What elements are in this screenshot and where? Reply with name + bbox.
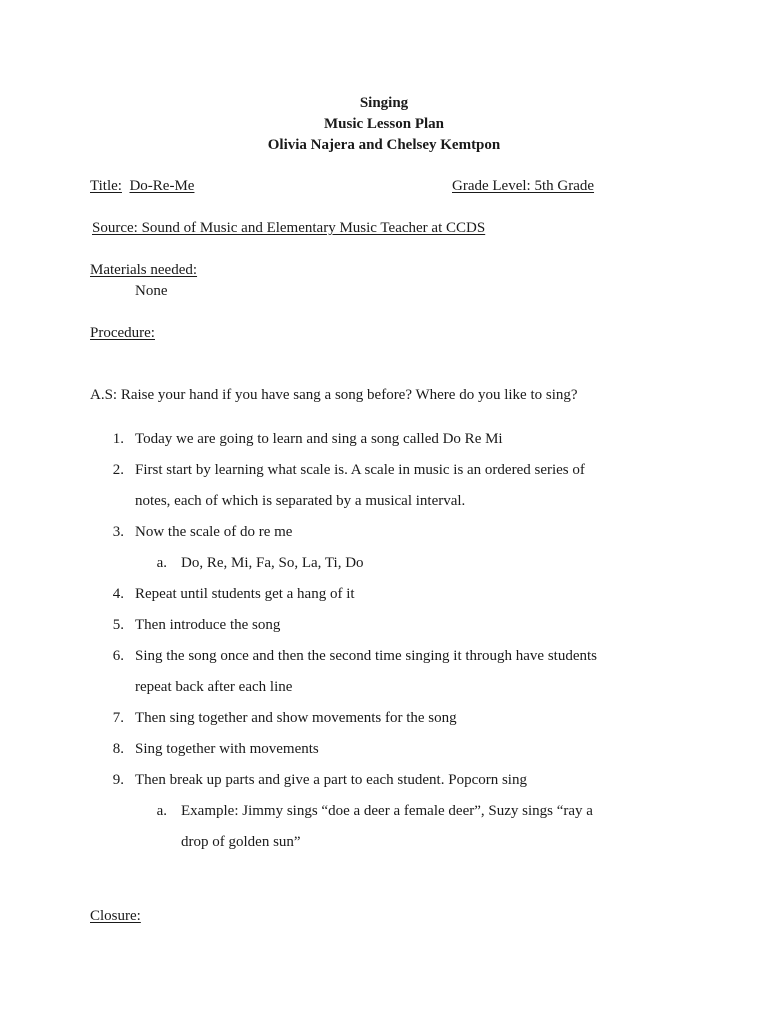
list-item	[90, 610, 710, 641]
sub-list-item	[90, 796, 710, 858]
list-item	[90, 455, 710, 517]
list-item	[90, 641, 710, 703]
sub-list-item-text: Do, Re, Mi, Fa, So, La, Ti, Do	[181, 555, 364, 571]
list-item-number: 9.	[112, 772, 124, 788]
list-item-number: 5.	[112, 617, 124, 633]
list-item-text: Now the scale of do re me	[135, 524, 293, 540]
list-item-number: 4.	[112, 586, 124, 602]
list-item	[90, 734, 710, 765]
sub-list-item	[90, 548, 710, 579]
list-item	[90, 765, 710, 796]
procedure-label: Procedure:	[90, 325, 155, 341]
list-item-text: Today we are going to learn and sing a song called Do Re Mi	[135, 431, 503, 447]
source-line: Source: Sound of Music and Elementary Music Teacher at CCDS	[92, 220, 486, 236]
list-item-text: Repeat until students get a hang of it	[135, 586, 355, 602]
list-item-text: Sing the song once and then the second time singing it through have students	[135, 648, 598, 664]
list-item-text: Sing together with movements	[135, 741, 319, 757]
list-item-number: 7.	[112, 710, 124, 726]
title-label: Title:	[90, 178, 122, 194]
list-item-number: 1.	[112, 431, 124, 447]
list-item	[90, 517, 710, 548]
grade-level: Grade Level: 5th Grade	[452, 178, 595, 194]
list-item-number: 2.	[112, 462, 124, 478]
sub-list-item-letter: a.	[156, 803, 167, 819]
anticipatory-set: A.S: Raise your hand if you have sang a song before? Where do you like to sing?	[90, 387, 578, 403]
list-item-number: 3.	[112, 524, 124, 540]
header-doc-type: Music Lesson Plan	[323, 116, 444, 132]
header-subject: Singing	[359, 95, 409, 111]
procedure-list	[90, 424, 710, 858]
list-item-text: Then break up parts and give a part to each student. Popcorn sing	[135, 772, 527, 788]
list-item-text: Then sing together and show movements for the song	[135, 710, 457, 726]
document-header	[0, 93, 768, 156]
sub-list-item-text: drop of golden sun”	[181, 834, 301, 850]
title-field	[90, 176, 194, 196]
list-item	[90, 703, 710, 734]
list-item-text: repeat back after each line	[135, 679, 293, 695]
materials-value: None	[135, 283, 168, 299]
list-item-text: notes, each of which is separated by a musical interval.	[135, 493, 466, 509]
sub-list-item-text: Example: Jimmy sings “doe a deer a female deer”, Suzy sings “ray a	[181, 803, 593, 819]
closure-label: Closure:	[90, 908, 141, 924]
list-item	[90, 579, 710, 610]
list-item-number: 6.	[112, 648, 124, 664]
list-item	[90, 424, 710, 455]
materials-label: Materials needed:	[90, 262, 198, 278]
list-item-text: Then introduce the song	[135, 617, 281, 633]
list-item-number: 8.	[112, 741, 124, 757]
list-item-text: First start by learning what scale is. A scale in music is an ordered series of	[135, 462, 585, 478]
title-value: Do-Re-Me	[129, 178, 195, 194]
header-authors: Olivia Najera and Chelsey Kemtpon	[267, 137, 501, 153]
sub-list-item-letter: a.	[156, 555, 167, 571]
